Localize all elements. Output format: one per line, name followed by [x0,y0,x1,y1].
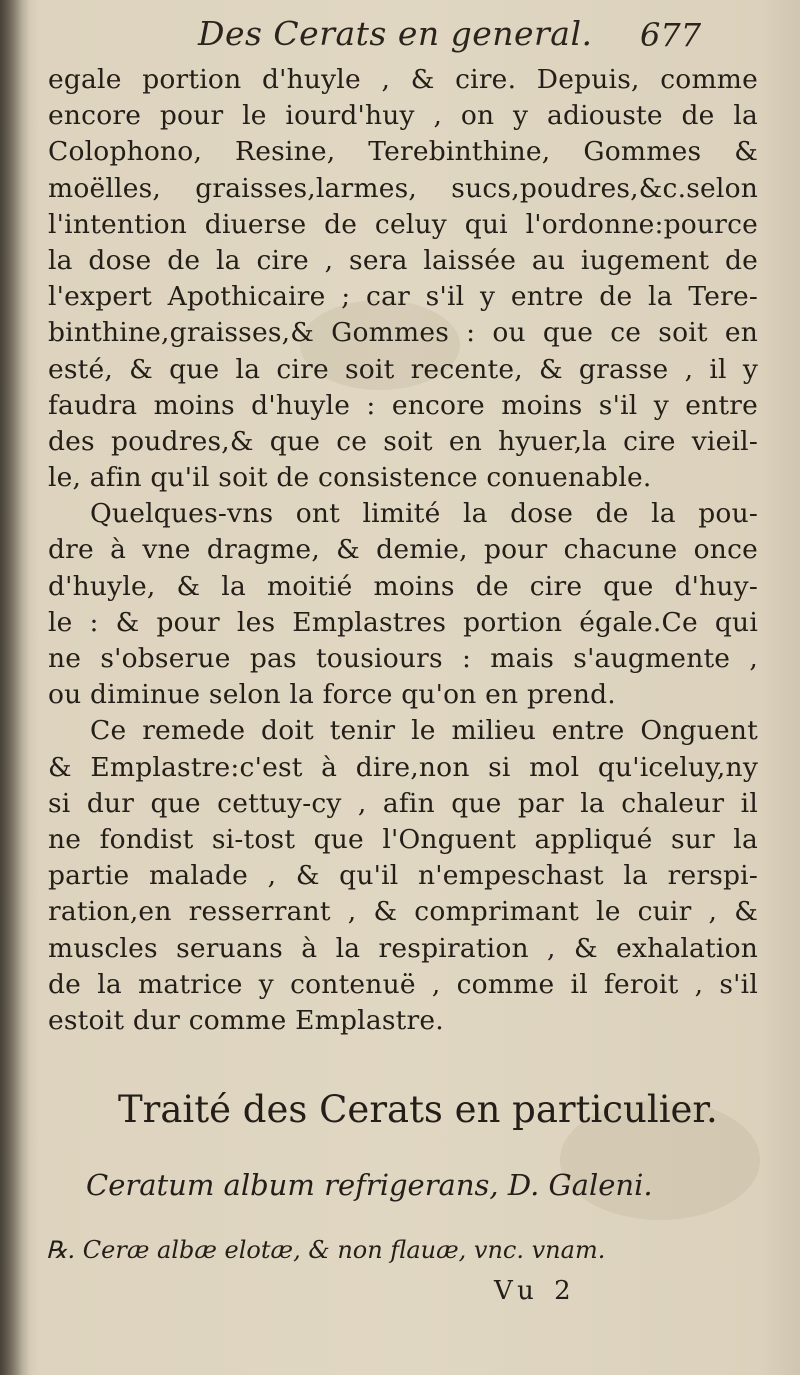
text-line: l'expert Apothicaire ; car s'il y entre de la Tere- [48,281,758,313]
page-number: 677 [640,16,702,54]
text-line: ration,en resserrant , & comprimant le cuir , & [48,896,758,928]
text-line: si dur que cettuy-cy , afin que par la chaleur il [48,787,758,819]
recipe-ingredient: ℞. Ceræ albæ elotæ, & non flauæ, vnc. vnam. [46,1236,606,1264]
running-title: Des Cerats en general. [198,14,593,53]
recipe-title: Ceratum album refrigerans, D. Galeni. [86,1168,653,1202]
text-line: estoit dur comme Emplastre. [48,1004,444,1036]
text-line: & Emplastre:c'est à dire,non si mol qu'iceluy,ny [48,751,758,783]
text-line: esté, & que la cire soit recente, & grasse , il y [48,353,758,385]
text-line: binthine,graisses,& Gommes : ou que ce soit en [48,317,758,349]
text-line: ne fondist si-tost que l'Onguent appliqué sur la [48,823,758,855]
text-line: Colophono, Resine, Terebinthine, Gommes & [48,136,758,168]
text-line: ou diminue selon la force qu'on en prend. [48,679,616,711]
signature-mark: Vu 2 [494,1276,577,1306]
text-line: d'huyle, & la moitié moins de cire que d'huy- [48,570,758,602]
gutter-shadow [0,0,30,1375]
running-head [0,14,800,64]
text-line: Ce remede doit tenir le milieu entre Onguent [90,715,758,747]
text-line: des poudres,& que ce soit en hyuer,la cire vieil- [48,425,758,457]
text-line: egale portion d'huyle , & cire. Depuis, comme [48,64,758,95]
text-line: le : & pour les Emplastres portion égale.Ce qui [48,606,758,638]
text-line: muscles seruans à la respiration , & exhalation [48,932,758,964]
text-line: ne s'obserue pas tousiours : mais s'augmente , [48,643,758,674]
body-text [48,62,758,1039]
text-line: le, afin qu'il soit de consistence conuenable. [48,462,652,494]
text-line: faudra moins d'huyle : encore moins s'il y entre [48,389,758,421]
text-line: moëlles, graisses,larmes, sucs,poudres,&c.selon [48,172,758,204]
text-line: la dose de la cire , sera laissée au iugement de [48,244,758,276]
text-line: dre à vne dragme, & demie, pour chacune once [48,534,758,566]
text-line: partie malade , & qu'il n'empeschast la rerspi- [48,860,758,892]
text-line: l'intention diuerse de celuy qui l'ordonne:pource [48,208,758,240]
text-line: de la matrice y contenuë , comme il feroit , s'il [48,968,758,1000]
text-line: Quelques-vns ont limité la dose de la pou- [90,498,758,530]
section-heading: Traité des Cerats en particulier. [118,1088,718,1131]
text-line: encore pour le iourd'huy , on y adiouste de la [48,100,758,132]
